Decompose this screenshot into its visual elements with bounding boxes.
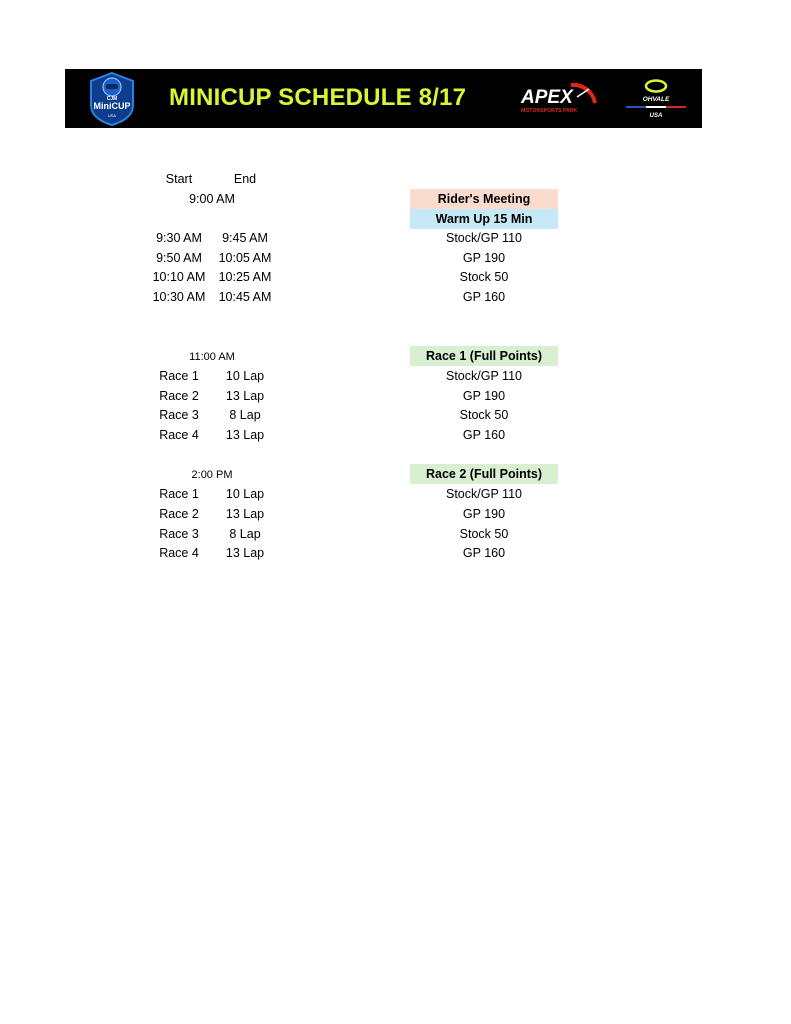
column-header-start: Start [165, 172, 193, 186]
race-laps: 8 Lap [229, 527, 261, 541]
apex-logo-subtext: MOTORSPORTS PARK [521, 108, 578, 114]
practice-end-time: 10:25 AM [218, 270, 272, 284]
practice-end-time: 10:05 AM [218, 251, 272, 265]
race-number: Race 2 [159, 507, 199, 521]
race-class: GP 190 [462, 507, 506, 521]
header-banner [65, 69, 702, 128]
minicup-logo-bottom-text: USA [107, 113, 117, 118]
race-number: Race 3 [159, 527, 199, 541]
practice-start-time: 9:30 AM [156, 231, 202, 245]
race-number: Race 4 [159, 428, 199, 442]
practice-end-time: 10:45 AM [218, 290, 272, 304]
practice-class: Stock/GP 110 [446, 231, 522, 245]
race1-title-cell: Race 1 (Full Points) [410, 346, 558, 366]
minicup-logo-text: MiniCUP [93, 101, 131, 111]
race-class: Stock/GP 110 [446, 369, 522, 383]
practice-class: Stock 50 [459, 270, 509, 284]
page-title: MINICUP SCHEDULE 8/17 [169, 84, 467, 111]
race-laps: 13 Lap [225, 507, 265, 521]
practice-class: GP 160 [462, 290, 506, 304]
apex-logo [519, 79, 599, 119]
practice-start-time: 9:50 AM [156, 251, 202, 265]
race-laps: 13 Lap [225, 389, 265, 403]
race-class: GP 160 [462, 546, 506, 560]
practice-start-time: 10:30 AM [152, 290, 206, 304]
practice-class: GP 190 [462, 251, 506, 265]
minicup-logo-top-text: CJM [106, 96, 118, 102]
race-number: Race 4 [159, 546, 199, 560]
race-laps: 8 Lap [229, 408, 261, 422]
race-class: Stock/GP 110 [446, 487, 522, 501]
race-laps: 10 Lap [225, 487, 265, 501]
race2-title-cell: Race 2 (Full Points) [410, 464, 558, 484]
ohvale-logo-subtext: USA [649, 113, 663, 119]
practice-start-time: 10:10 AM [152, 270, 206, 284]
race-class: Stock 50 [459, 527, 509, 541]
minicup-logo [87, 71, 137, 127]
race-number: Race 1 [159, 369, 199, 383]
race-laps: 13 Lap [225, 428, 265, 442]
warm-up-cell: Warm Up 15 Min [410, 209, 558, 229]
ohvale-logo [622, 77, 690, 121]
column-header-end: End [233, 172, 257, 186]
ohvale-logo-text: OHVALE [642, 96, 670, 103]
race-laps: 13 Lap [225, 546, 265, 560]
race-number: Race 1 [159, 487, 199, 501]
riders-meeting-cell: Rider's Meeting [410, 189, 558, 209]
race-number: Race 2 [159, 389, 199, 403]
race-laps: 10 Lap [225, 369, 265, 383]
practice-end-time: 9:45 AM [222, 231, 268, 245]
race1-time: 11:00 AM [189, 351, 235, 363]
meeting-time: 9:00 AM [189, 192, 235, 206]
race-class: GP 160 [462, 428, 506, 442]
race2-time: 2:00 PM [191, 469, 233, 481]
race-class: GP 190 [462, 389, 506, 403]
race-number: Race 3 [159, 408, 199, 422]
race-class: Stock 50 [459, 408, 509, 422]
apex-logo-text: APEX [521, 87, 573, 108]
